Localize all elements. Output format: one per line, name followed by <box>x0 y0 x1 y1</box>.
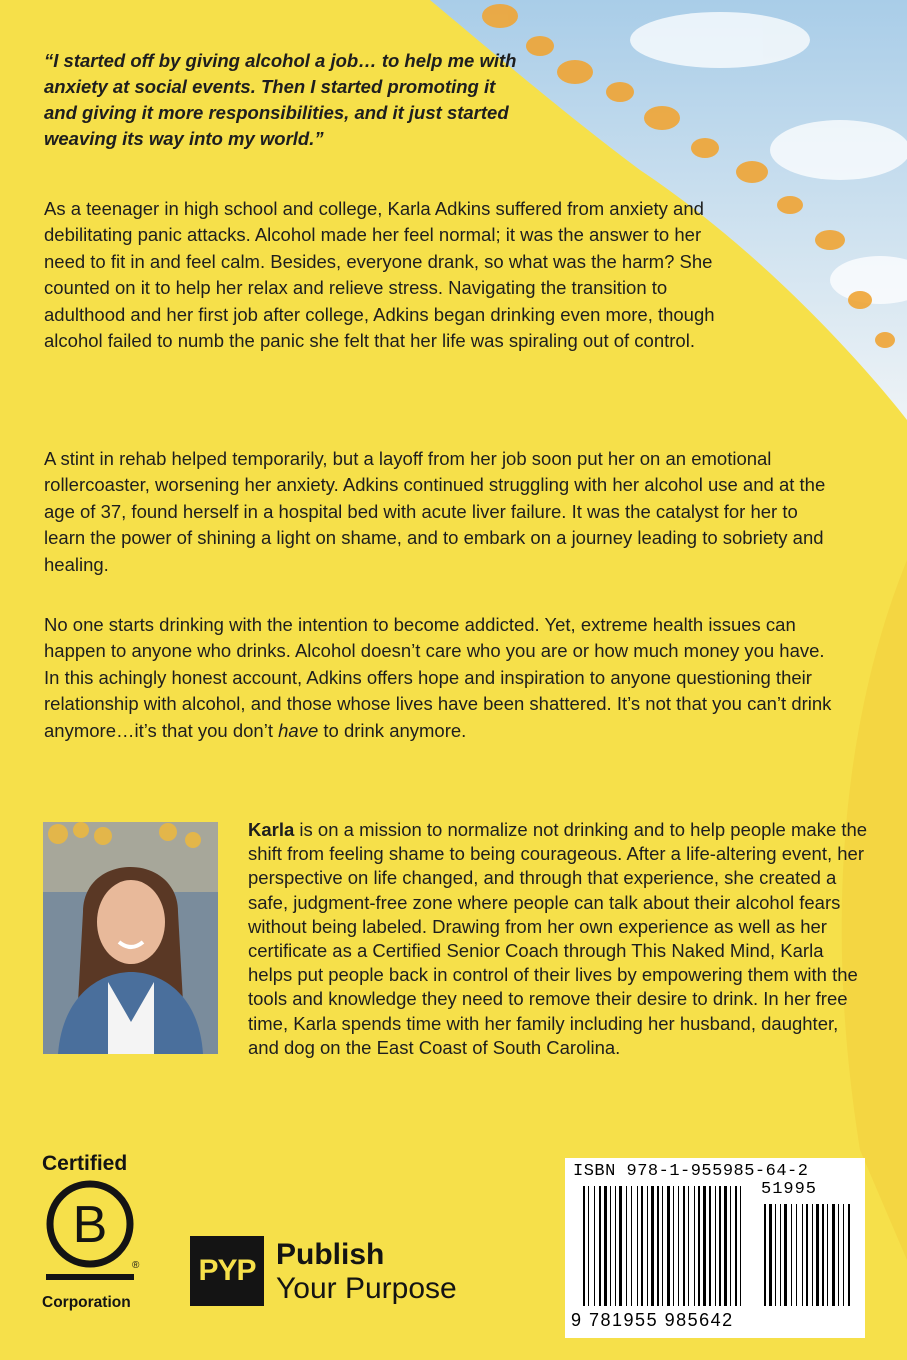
closing-emphasis: have <box>278 719 319 741</box>
b-corp-corporation-label: Corporation <box>42 1294 131 1311</box>
description-paragraph-1: As a teenager in high school and college, Karla Adkins suffered from anxiety and debilitating panic attacks. Alcohol made her feel normal; it was the answer to her need to fit in and feel calm. Besides, everyone drank, so what was the harm? She counted on it to help her relax and relieve stress. Navigating the transition to adulthood and her first job after college, Adkins began drinking even more, though alcohol failed to numb the panic she felt that her life was spiraling out of control. <box>44 198 715 352</box>
pyp-mark: PYP <box>190 1236 264 1306</box>
b-corp-registered-mark: ® <box>132 1260 140 1271</box>
closing-text: No one starts drinking with the intention to become addicted. Yet, extreme health issues can happen to anyone who drinks. Alcohol doesn’t care who you are or how much money you have. In this achingly honest account, Adkins offers hope and inspiration to anyone questioning their relationship with alcohol, and those whose lives have been shattered. It’s not that you can’t drink anymore…it’s that you don’t <box>44 614 832 741</box>
publisher-name-line2: Your Purpose <box>276 1272 457 1305</box>
isbn-barcode <box>565 1158 865 1338</box>
description-paragraph-3 <box>44 612 844 744</box>
closing-text-end: to drink anymore. <box>318 719 467 741</box>
author-photo <box>43 822 218 1054</box>
b-corp-logo <box>42 1152 142 1312</box>
author-name: Karla <box>248 819 295 840</box>
description-paragraph-2: A stint in rehab helped temporarily, but a layoff from her job soon put her on an emotional rollercoaster, worsening her anxiety. Adkins continued struggling with her alcohol use and at the age of 37, found herself in a hospital bed with acute liver failure. It was the catalyst for her to learn the power of shining a light on shame, and to embark on a journey leading to sobriety and healing. <box>44 448 826 575</box>
ean-number: 9 781955 985642 <box>571 1310 734 1330</box>
author-bio-text: is on a mission to normalize not drinking and to help people make the shift from feeling shame to being courageous. After a life-altering event, her perspective on life changed, and through that experience, she created a safe, judgment-free zone where people can talk about their alcohol fears without being labeled. Drawing from her own experience as well as her certificate as a Certified Senior Coach through This Naked Mind, Karla helps put people back in control of their lives by empowering them with the tools and knowledge they need to remove their desire to drink. In her free time, Karla spends time with her family including her husband, daughter, and dog on the East Coast of South Carolina. <box>248 819 868 1058</box>
pull-quote: “I started off by giving alcohol a job… to help me with anxiety at social events. Then I started promoting it and giving it more responsibilities, and it just started weaving its way into my world.” <box>44 50 517 149</box>
publisher-logo <box>190 1236 490 1306</box>
isbn-number: ISBN 978-1-955985-64-2 <box>573 1162 809 1181</box>
publisher-name-line1: Publish <box>276 1238 385 1271</box>
price-code: 51995 <box>761 1180 818 1199</box>
b-corp-certified-label: Certified <box>42 1152 128 1175</box>
author-bio <box>248 818 868 1060</box>
b-corp-letter: B <box>72 1196 108 1254</box>
